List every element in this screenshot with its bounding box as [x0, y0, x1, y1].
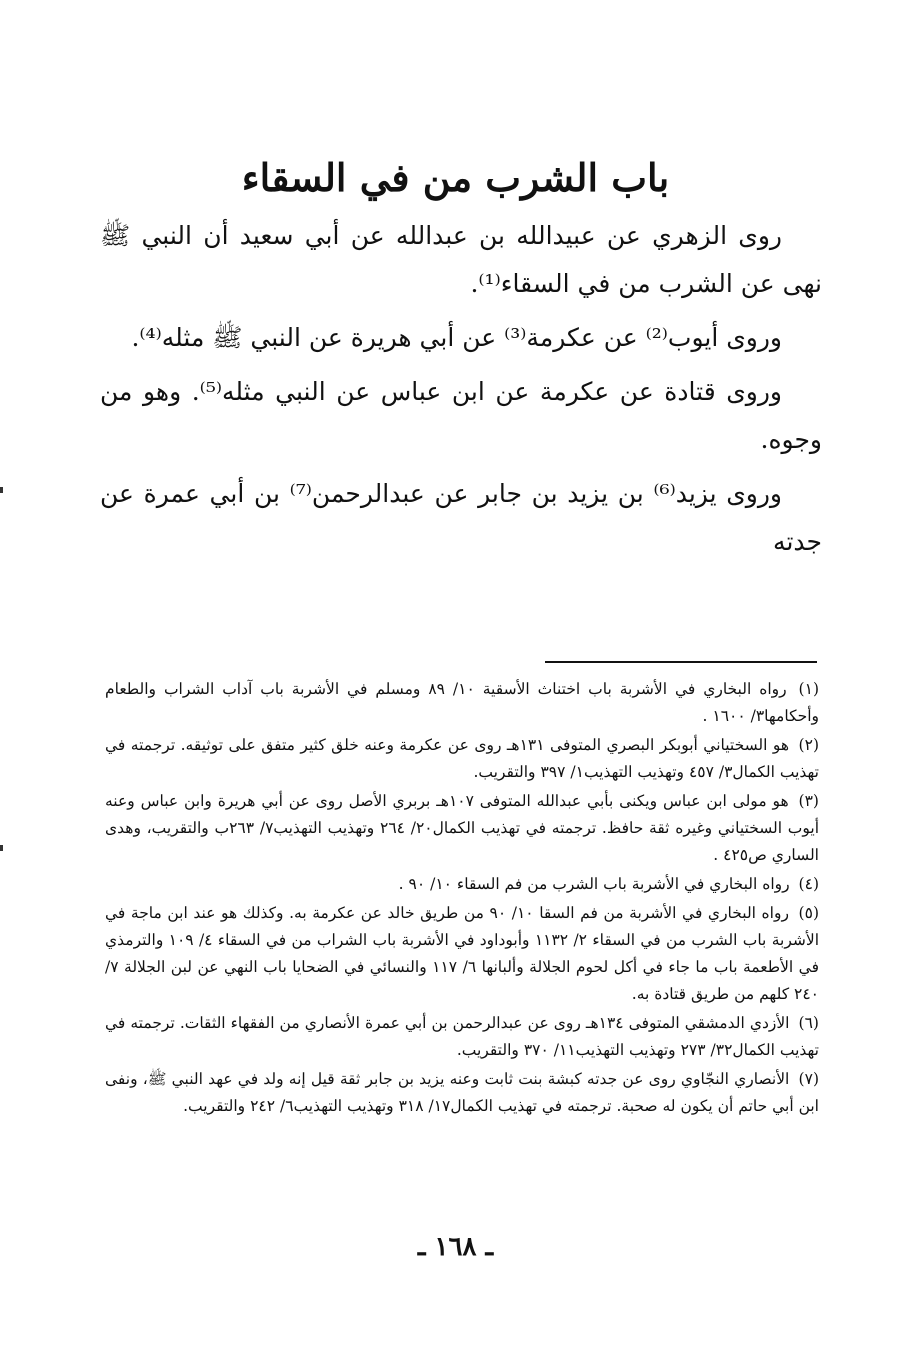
paragraph-4: وروى يزيد⁽⁶⁾ بن يزيد بن جابر عن عبدالرحمن⁽⁷⁾ بن أبي عمرة عن جدته [100, 479, 822, 556]
footnote-text: رواه البخاري في الأشربة باب الشرب من فم السقاء ١٠/ ٩٠ . [398, 875, 790, 893]
footnote-3 [105, 788, 819, 869]
footnotes [105, 676, 819, 1122]
footnote-4 [105, 871, 819, 898]
footnote-7 [105, 1066, 819, 1120]
footnote-text: رواه البخاري في الأشربة باب اختناث الأسقية ١٠/ ٨٩ ومسلم في الأشربة باب آداب الشراب والطعام وأحكامها٣/ ١٦٠٠ . [105, 680, 819, 725]
footnote-number: (٤) [798, 875, 819, 893]
footnote-2 [105, 732, 819, 786]
page-number: ـ ١٦٨ ـ [417, 1232, 494, 1262]
main-text [100, 212, 822, 572]
footnote-separator [545, 661, 817, 663]
footnote-6 [105, 1010, 819, 1064]
footnote-text: الأزدي الدمشقي المتوفى ١٣٤هـ روى عن عبدالرحمن بن أبي عمرة الأنصاري من الفقهاء الثقات. ترجمته في تهذيب الكمال٣٢/ ٢٧٣ وتهذيب التهذيب١١/ ٣٧٠ والتقريب. [105, 1014, 819, 1059]
footnote-number: (٣) [798, 792, 819, 810]
footnote-text: الأنصاري النجّاوي روى عن جدته كبشة بنت ثابت وعنه يزيد بن جابر ثقة قيل إنه ولد في عهد النبي ﷺ، ونفى ابن أبي حاتم أن يكون له صحبة. ترجمته في تهذيب الكمال١٧/ ٣١٨ وتهذيب التهذيب٦/ ٢٤٢ والتقريب. [105, 1070, 819, 1115]
paragraph-2: وروى أيوب⁽²⁾ عن عكرمة⁽³⁾ عن أبي هريرة عن النبي ﷺ مثله⁽⁴⁾. [131, 323, 782, 352]
footnote-5 [105, 900, 819, 1008]
paragraph-3: وروى قتادة عن عكرمة عن ابن عباس عن النبي مثله⁽⁵⁾. وهو من وجوه. [100, 377, 822, 454]
footnote-number: (٧) [798, 1070, 819, 1088]
footnote-1 [105, 676, 819, 730]
footnote-number: (٥) [798, 904, 819, 922]
footnote-text: رواه البخاري في الأشربة من فم السقا ١٠/ ٩٠ من طريق خالد عن عكرمة به. وكذلك هو عند ابن ماجة في الأشربة باب الشرب من في السقاء ٢/ ١١٣٢ وأبوداود في الأشربة باب الشراب من في السقاء ٤/ ١٠٩ والترمذي في الأطعمة باب ما جاء في أكل لحوم الجلالة وألبانها ٦/ ١١٧ والنسائي في الضحايا باب النهي عن لبن الجلالة ٧/ ٢٤٠ كلهم من طريق قتادة به. [105, 904, 820, 1003]
footnote-text: هو مولى ابن عباس ويكنى بأبي عبدالله المتوفى ١٠٧هـ بربري الأصل روى عن أبي هريرة وابن عباس وعنه أيوب السختياني وغيره ثقة حافظ. ترجمته في تهذيب الكمال٢٠/ ٢٦٤ وتهذيب التهذيب٧/ ٢٦٣ب والتقريب، وهدى الساري ص٤٢٥ . [105, 792, 820, 864]
footnote-number: (٦) [798, 1014, 819, 1032]
footnote-text: هو السختياني أبوبكر البصري المتوفى ١٣١هـ روى عن عكرمة وعنه خلق كثير متفق على توثيقه. ترجمته في تهذيب الكمال٣/ ٤٥٧ وتهذيب التهذيب١/ ٣٩٧ والتقريب. [105, 736, 819, 781]
scan-mark [0, 487, 3, 493]
footnote-number: (٢) [798, 736, 819, 754]
scan-mark [0, 845, 3, 851]
paragraph-1: روى الزهري عن عبيدالله بن عبدالله عن أبي سعيد أن النبي ﷺ نهى عن الشرب من في السقاء⁽¹⁾. [100, 221, 822, 298]
footnote-number: (١) [798, 680, 819, 698]
chapter-title: باب الشرب من في السقاء [241, 155, 670, 200]
